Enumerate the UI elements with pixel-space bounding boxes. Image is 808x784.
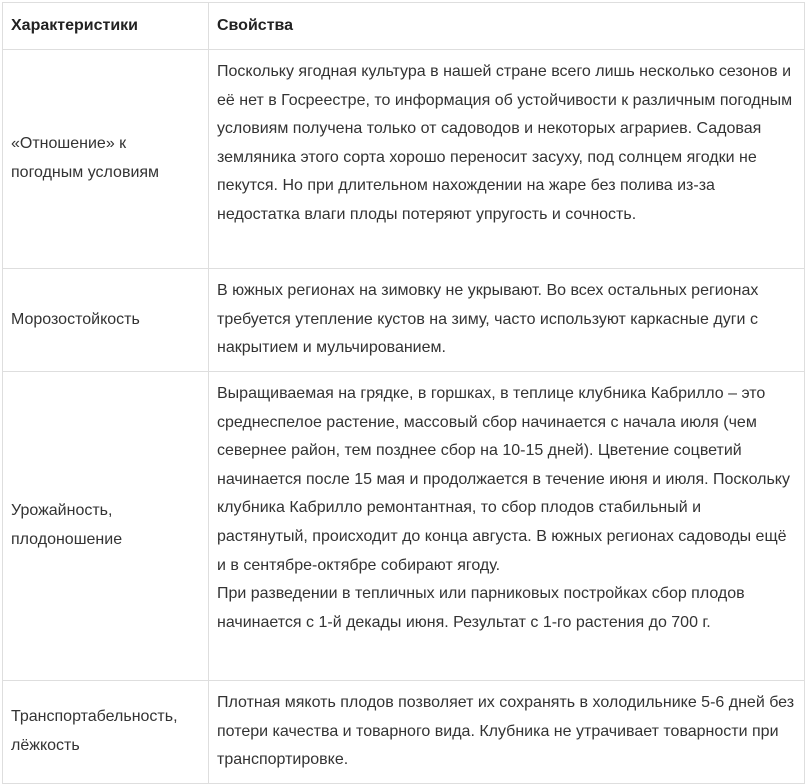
characteristic-cell: «Отношение» к погодным условиям xyxy=(3,50,209,269)
characteristic-cell: Транспортабельность, лёжкость xyxy=(3,681,209,784)
properties-text: При разведении в тепличных или парниковых постройках сбор плодов начинается с 1-й декады июня. Результат с 1-го растения до 700 г. xyxy=(217,585,745,631)
header-properties: Свойства xyxy=(209,3,805,50)
properties-text: Плотная мякоть плодов позволяет их сохранять в холодильнике 5-6 дней без потери качества и товарного вида. Клубника не утрачивает товарности при транспортировке. xyxy=(217,694,795,769)
properties-cell xyxy=(209,681,805,784)
characteristics-table xyxy=(2,2,805,784)
header-characteristics: Характеристики xyxy=(3,3,209,50)
table-row xyxy=(3,681,805,784)
table-row xyxy=(3,372,805,681)
properties-cell xyxy=(209,50,805,269)
table-row xyxy=(3,269,805,372)
properties-text: В южных регионах на зимовку не укрывают. Во всех остальных регионах требуется утепление кустов на зиму, часто используют каркасные дуги с накрытием и мульчированием. xyxy=(217,282,759,357)
table-header-row xyxy=(3,3,805,50)
properties-cell xyxy=(209,269,805,372)
properties-text: Поскольку ягодная культура в нашей стране всего лишь несколько сезонов и её нет в Госреестре, то информация об устойчивости к различным погодным условиям получена только от садоводов и некоторых аграриев. Садовая земляника этого сорта хорошо переносит засуху, под солнцем ягодки не пекутся. Но при длительном нахождении на жаре без полива из-за недостатка влаги плоды потеряют упругость и сочность. xyxy=(217,63,793,223)
properties-cell xyxy=(209,372,805,681)
table-row xyxy=(3,50,805,269)
properties-text: Выращиваемая на грядке, в горшках, в теплице клубника Кабрилло – это среднеспелое растение, массовый сбор начинается с начала июля (чем севернее район, тем позднее сбор на 10-15 дней). Цветение соцветий начинается после 15 мая и продолжается в течение июня и июля. Поскольку клубника Кабрилло ремонтантная, то сбор плодов стабильный и растянутый, происходит до конца августа. В южных регионах садоводы ещё и в сентябре-октябре собирают ягоду. xyxy=(217,385,790,574)
characteristic-cell: Урожайность, плодоношение xyxy=(3,372,209,681)
characteristic-cell: Морозостойкость xyxy=(3,269,209,372)
